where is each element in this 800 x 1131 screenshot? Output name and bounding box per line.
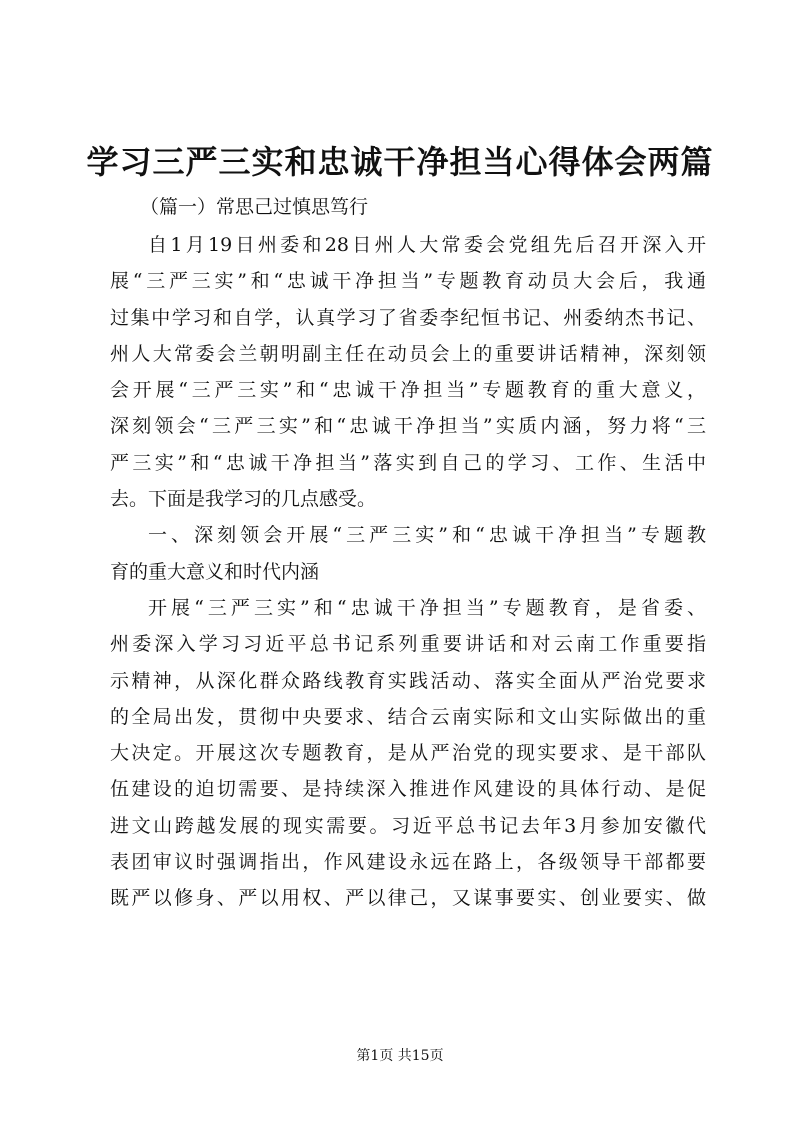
body-line: 大决定。开展这次专题教育，是从严治党的现实要求、是干部队 — [110, 742, 706, 765]
body-line: 自1月19日州委和28日州人大常委会党组先后召开深入开 — [148, 234, 706, 256]
document-body — [110, 227, 706, 917]
document-title: 学习三严三实和忠诚干净担当心得体会两篇 — [86, 143, 714, 181]
body-line: 州人大常委会兰朝明副主任在动员会上的重要讲话精神，深刻领 — [110, 342, 706, 365]
body-line: 州委深入学习习近平总书记系列重要讲话和对云南工作重要指 — [110, 633, 706, 656]
body-line: 的全局出发，贯彻中央要求、结合云南实际和文山实际做出的重 — [110, 705, 706, 728]
body-line: 一、深刻领会开展“三严三实”和“忠诚干净担当”专题教 — [148, 524, 706, 547]
body-line: 展“三严三实”和“忠诚干净担当”专题教育动员大会后，我通 — [110, 270, 706, 293]
body-line: 开展“三严三实”和“忠诚干净担当”专题教育，是省委、 — [148, 596, 706, 619]
section-subtitle: （篇一）常思己过慎思笃行 — [140, 196, 369, 218]
body-line: 表团审议时强调指出，作风建设永远在路上，各级领导干部都要 — [110, 851, 706, 874]
page-number: 第1页 共15页 — [356, 1048, 444, 1064]
body-line: 既严以修身、严以用权、严以律己，又谋事要实、创业要实、做 — [110, 887, 706, 910]
body-line: 示精神，从深化群众路线教育实践活动、落实全面从严治党要求 — [110, 669, 706, 692]
body-line: 过集中学习和自学，认真学习了省委李纪恒书记、州委纳杰书记、 — [110, 306, 706, 329]
body-line: 会开展“三严三实”和“忠诚干净担当”专题教育的重大意义， — [110, 379, 706, 402]
body-line: 进文山跨越发展的现实需要。习近平总书记去年3月参加安徽代 — [110, 814, 706, 837]
body-line: 伍建设的迫切需要、是持续深入推进作风建设的具体行动、是促 — [110, 778, 706, 801]
body-line: 去。下面是我学习的几点感受。 — [110, 488, 377, 511]
body-line: 育的重大意义和时代内涵 — [110, 560, 320, 583]
body-line: 严三实”和“忠诚干净担当”落实到自己的学习、工作、生活中 — [110, 451, 706, 474]
body-line: 深刻领会“三严三实”和“忠诚干净担当”实质内涵，努力将“三 — [110, 415, 706, 438]
